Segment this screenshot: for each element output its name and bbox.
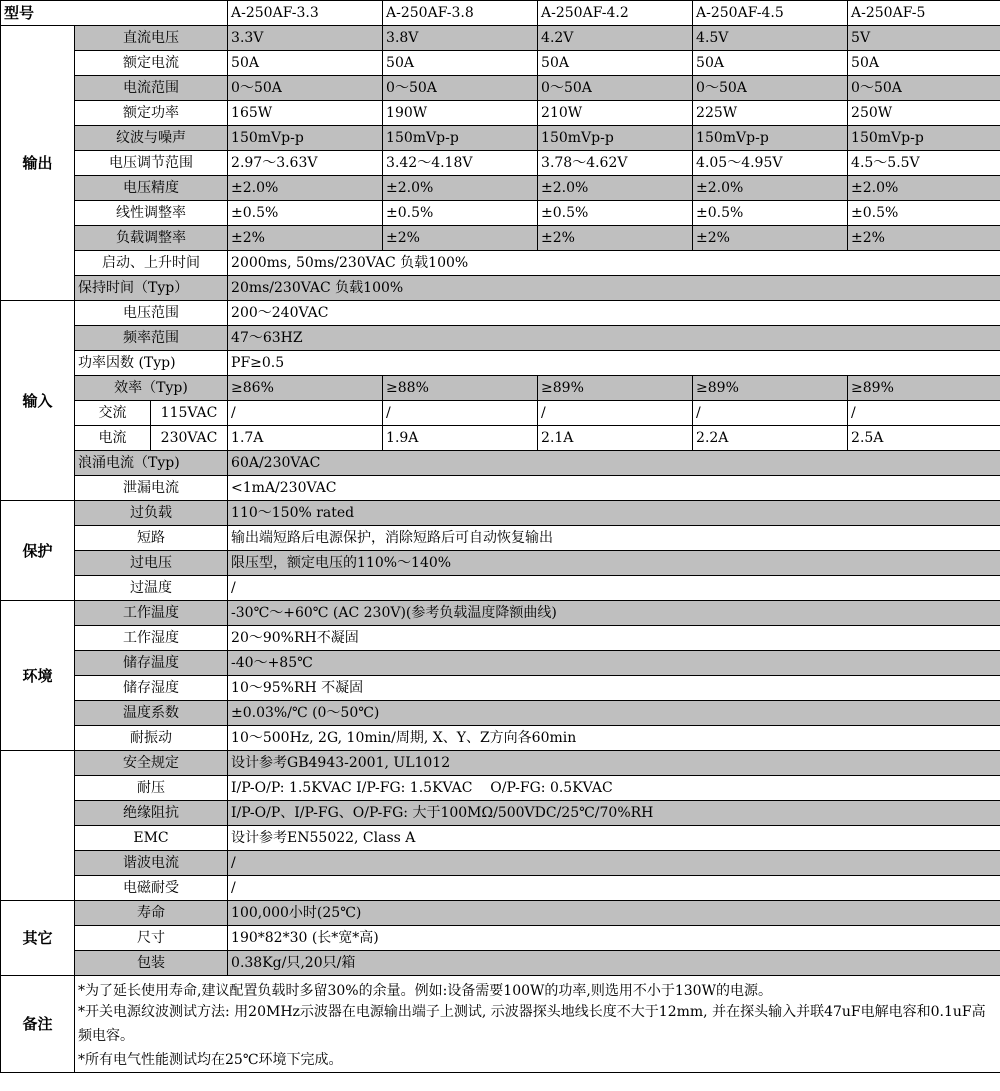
- other-row-size: [1, 926, 1000, 951]
- input-row-leakage: [1, 476, 1000, 501]
- env-row-vibration: [1, 726, 1000, 751]
- cell-value: ±0.5%: [693, 201, 848, 226]
- cell-value: 4.2V: [538, 26, 693, 51]
- row-label: 功率因数 (Typ): [75, 351, 228, 376]
- cell-value: 2.1A: [538, 426, 693, 451]
- cell-value: ≥89%: [538, 376, 693, 401]
- cell-value: -40～+85℃: [228, 651, 1000, 676]
- safety-row-harmonic: [1, 851, 1000, 876]
- note-line: *所有电气性能测试均在25℃环境下完成。: [78, 1052, 343, 1068]
- cell-value: 210W: [538, 101, 693, 126]
- protection-row-short: [1, 526, 1000, 551]
- row-label: 包装: [75, 951, 228, 976]
- row-label: 负载调整率: [75, 226, 228, 251]
- cell-value: 10～95%RH 不凝固: [228, 676, 1000, 701]
- cell-value: 3.3V: [228, 26, 383, 51]
- cell-value: 110～150% rated: [228, 501, 1000, 526]
- cell-value: 0～50A: [383, 76, 538, 101]
- model-name: A-250AF-3.3: [228, 1, 383, 26]
- cell-value: ≥88%: [383, 376, 538, 401]
- cell-value: ±2%: [228, 226, 383, 251]
- model-header-row: [1, 1, 1000, 26]
- cell-value: 100,000小时(25℃): [228, 901, 1000, 926]
- cell-value: 1.9A: [383, 426, 538, 451]
- cell-value: 0～50A: [228, 76, 383, 101]
- env-row-op-temp: [1, 601, 1000, 626]
- row-label: 电压调节范围: [75, 151, 228, 176]
- cell-value: ±0.5%: [383, 201, 538, 226]
- cell-value: 2.97～3.63V: [228, 151, 383, 176]
- cell-value: 限压型，额定电压的110%～140%: [228, 551, 1000, 576]
- note-line: *开关电源纹波测试方法: 用20MHz示波器在电源输出端子上测试, 示波器探头地线长度不大于12mm, 并在探头输入并联47uF电解电容和0.1uF高频电容。: [78, 1004, 986, 1044]
- row-label: EMC: [75, 826, 228, 851]
- env-row-storage-humidity: [1, 676, 1000, 701]
- cell-value: 4.5～5.5V: [848, 151, 1000, 176]
- cell-value: /: [383, 401, 538, 426]
- notes-row: [1, 976, 1000, 1073]
- cell-value: 3.8V: [383, 26, 538, 51]
- row-label: 线性调整率: [75, 201, 228, 226]
- input-row-ac-115: [1, 401, 1000, 426]
- cell-value: ≥89%: [848, 376, 1000, 401]
- cell-value: 0～50A: [693, 76, 848, 101]
- cell-value: 2000ms, 50ms/230VAC 负载100%: [228, 251, 1000, 276]
- cell-value: 10～500Hz, 2G, 10min/周期, X、Y、Z方向各60min: [228, 726, 1000, 751]
- model-name: A-250AF-4.5: [693, 1, 848, 26]
- notes-cell: [75, 976, 1000, 1073]
- input-row-pf: [1, 351, 1000, 376]
- cell-value: 设计参考GB4943-2001, UL1012: [228, 751, 1000, 776]
- row-label: 启动、上升时间: [75, 251, 228, 276]
- cell-value: ±2%: [848, 226, 1000, 251]
- cell-value: 200～240VAC: [228, 301, 1000, 326]
- model-name: A-250AF-5: [848, 1, 1000, 26]
- group-other: 其它: [1, 901, 75, 976]
- cell-value: ±2.0%: [228, 176, 383, 201]
- env-row-storage-temp: [1, 651, 1000, 676]
- output-row-startup: [1, 251, 1000, 276]
- row-label: 工作湿度: [75, 626, 228, 651]
- group-input: 输入: [1, 301, 75, 501]
- cell-value: 20ms/230VAC 负载100%: [228, 276, 1000, 301]
- row-label: 储存温度: [75, 651, 228, 676]
- cell-value: /: [848, 401, 1000, 426]
- row-label: 泄漏电流: [75, 476, 228, 501]
- safety-row-standard: [1, 751, 1000, 776]
- row-label: 过电压: [75, 551, 228, 576]
- cell-value: 0.38Kg/只,20只/箱: [228, 951, 1000, 976]
- cell-value: PF≥0.5: [228, 351, 1000, 376]
- output-row-dc-voltage: [1, 26, 1000, 51]
- cell-value: ±2%: [538, 226, 693, 251]
- row-label: 储存湿度: [75, 676, 228, 701]
- cell-value: I/P-O/P、I/P-FG、O/P-FG: 大于100MΩ/500VDC/25℃/70%RH: [228, 801, 1000, 826]
- cell-value: 4.5V: [693, 26, 848, 51]
- safety-row-ems: [1, 876, 1000, 901]
- cell-value: 150mVp-p: [848, 126, 1000, 151]
- cell-value: 150mVp-p: [383, 126, 538, 151]
- cell-value: ±0.5%: [848, 201, 1000, 226]
- row-label: 效率（Typ): [75, 376, 228, 401]
- cell-value: /: [228, 576, 1000, 601]
- row-label: 电流范围: [75, 76, 228, 101]
- cell-value: 2.5A: [848, 426, 1000, 451]
- cell-value: 20～90%RH不凝固: [228, 626, 1000, 651]
- model-label: 型号: [1, 1, 228, 26]
- row-label: 额定电流: [75, 51, 228, 76]
- cell-value: /: [538, 401, 693, 426]
- ac-current-label-bottom: 电流: [75, 426, 151, 451]
- cell-value: <1mA/230VAC: [228, 476, 1000, 501]
- ac-current-label-top: 交流: [75, 401, 151, 426]
- input-row-inrush: [1, 451, 1000, 476]
- output-row-line-reg: [1, 201, 1000, 226]
- ac-115-label: 115VAC: [151, 401, 228, 426]
- output-row-load-reg: [1, 226, 1000, 251]
- other-row-package: [1, 951, 1000, 976]
- input-row-efficiency: [1, 376, 1000, 401]
- protection-row-overtemp: [1, 576, 1000, 601]
- group-protection: 保护: [1, 501, 75, 601]
- row-label: 频率范围: [75, 326, 228, 351]
- group-safety: [1, 751, 75, 901]
- cell-value: 0～50A: [538, 76, 693, 101]
- row-label: 电压范围: [75, 301, 228, 326]
- output-row-rated-current: [1, 51, 1000, 76]
- cell-value: 2.2A: [693, 426, 848, 451]
- cell-value: 输出端短路后电源保护，消除短路后可自动恢复输出: [228, 526, 1000, 551]
- safety-row-withstand: [1, 776, 1000, 801]
- cell-value: 3.78～4.62V: [538, 151, 693, 176]
- row-label: 绝缘阻抗: [75, 801, 228, 826]
- row-label: 纹波与噪声: [75, 126, 228, 151]
- cell-value: 190W: [383, 101, 538, 126]
- cell-value: 50A: [693, 51, 848, 76]
- row-label: 浪涌电流（Typ): [75, 451, 228, 476]
- safety-row-isolation: [1, 801, 1000, 826]
- other-row-life: [1, 901, 1000, 926]
- cell-value: ≥86%: [228, 376, 383, 401]
- group-notes: 备注: [1, 976, 75, 1073]
- output-row-current-range: [1, 76, 1000, 101]
- cell-value: 47～63HZ: [228, 326, 1000, 351]
- safety-row-emc: [1, 826, 1000, 851]
- cell-value: /: [693, 401, 848, 426]
- cell-value: ±2%: [693, 226, 848, 251]
- output-row-ripple: [1, 126, 1000, 151]
- cell-value: -30℃～+60℃ (AC 230V)(参考负载温度降额曲线): [228, 601, 1000, 626]
- cell-value: /: [228, 851, 1000, 876]
- cell-value: ±2.0%: [693, 176, 848, 201]
- row-label: 电压精度: [75, 176, 228, 201]
- cell-value: 50A: [228, 51, 383, 76]
- input-row-freq: [1, 326, 1000, 351]
- cell-value: ±2.0%: [538, 176, 693, 201]
- cell-value: ±0.5%: [538, 201, 693, 226]
- cell-value: 50A: [383, 51, 538, 76]
- cell-value: 设计参考EN55022, Class A: [228, 826, 1000, 851]
- cell-value: ±0.5%: [228, 201, 383, 226]
- model-name: A-250AF-4.2: [538, 1, 693, 26]
- row-label: 耐压: [75, 776, 228, 801]
- row-label: 电磁耐受: [75, 876, 228, 901]
- cell-value: 60A/230VAC: [228, 451, 1000, 476]
- input-row-ac-230: [1, 426, 1000, 451]
- cell-value: 165W: [228, 101, 383, 126]
- output-row-rated-power: [1, 101, 1000, 126]
- cell-value: 5V: [848, 26, 1000, 51]
- cell-value: ±2.0%: [383, 176, 538, 201]
- ac-230-label: 230VAC: [151, 426, 228, 451]
- row-label: 寿命: [75, 901, 228, 926]
- cell-value: 1.7A: [228, 426, 383, 451]
- output-row-voltage-adj: [1, 151, 1000, 176]
- row-label: 尺寸: [75, 926, 228, 951]
- output-row-voltage-accuracy: [1, 176, 1000, 201]
- cell-value: 0～50A: [848, 76, 1000, 101]
- row-label: 短路: [75, 526, 228, 551]
- cell-value: ±2%: [383, 226, 538, 251]
- row-label: 直流电压: [75, 26, 228, 51]
- cell-value: /: [228, 401, 383, 426]
- cell-value: I/P-O/P: 1.5KVAC I/P-FG: 1.5KVAC O/P-FG: 0.5KVAC: [228, 776, 1000, 801]
- row-label: 额定功率: [75, 101, 228, 126]
- env-row-op-humidity: [1, 626, 1000, 651]
- cell-value: 190*82*30 (长*宽*高): [228, 926, 1000, 951]
- cell-value: 50A: [848, 51, 1000, 76]
- cell-value: 50A: [538, 51, 693, 76]
- note-line: *为了延长使用寿命,建议配置负载时多留30%的余量。例如:设备需要100W的功率,则选用不小于130W的电源。: [78, 983, 772, 999]
- model-name: A-250AF-3.8: [383, 1, 538, 26]
- cell-value: ≥89%: [693, 376, 848, 401]
- cell-value: 150mVp-p: [538, 126, 693, 151]
- cell-value: ±2.0%: [848, 176, 1000, 201]
- cell-value: ±0.03%/℃ (0～50℃): [228, 701, 1000, 726]
- row-label: 过温度: [75, 576, 228, 601]
- row-label: 谐波电流: [75, 851, 228, 876]
- row-label: 温度系数: [75, 701, 228, 726]
- row-label: 过负载: [75, 501, 228, 526]
- cell-value: 250W: [848, 101, 1000, 126]
- row-label: 保持时间（Typ）: [75, 276, 228, 301]
- protection-row-overload: [1, 501, 1000, 526]
- cell-value: 4.05～4.95V: [693, 151, 848, 176]
- row-label: 耐振动: [75, 726, 228, 751]
- output-row-hold: [1, 276, 1000, 301]
- protection-row-overvoltage: [1, 551, 1000, 576]
- group-output: 输出: [1, 26, 75, 301]
- env-row-temp-coeff: [1, 701, 1000, 726]
- input-row-voltage: [1, 301, 1000, 326]
- cell-value: 3.42～4.18V: [383, 151, 538, 176]
- cell-value: 150mVp-p: [693, 126, 848, 151]
- cell-value: 225W: [693, 101, 848, 126]
- cell-value: 150mVp-p: [228, 126, 383, 151]
- row-label: 安全规定: [75, 751, 228, 776]
- cell-value: /: [228, 876, 1000, 901]
- group-environment: 环境: [1, 601, 75, 751]
- row-label: 工作温度: [75, 601, 228, 626]
